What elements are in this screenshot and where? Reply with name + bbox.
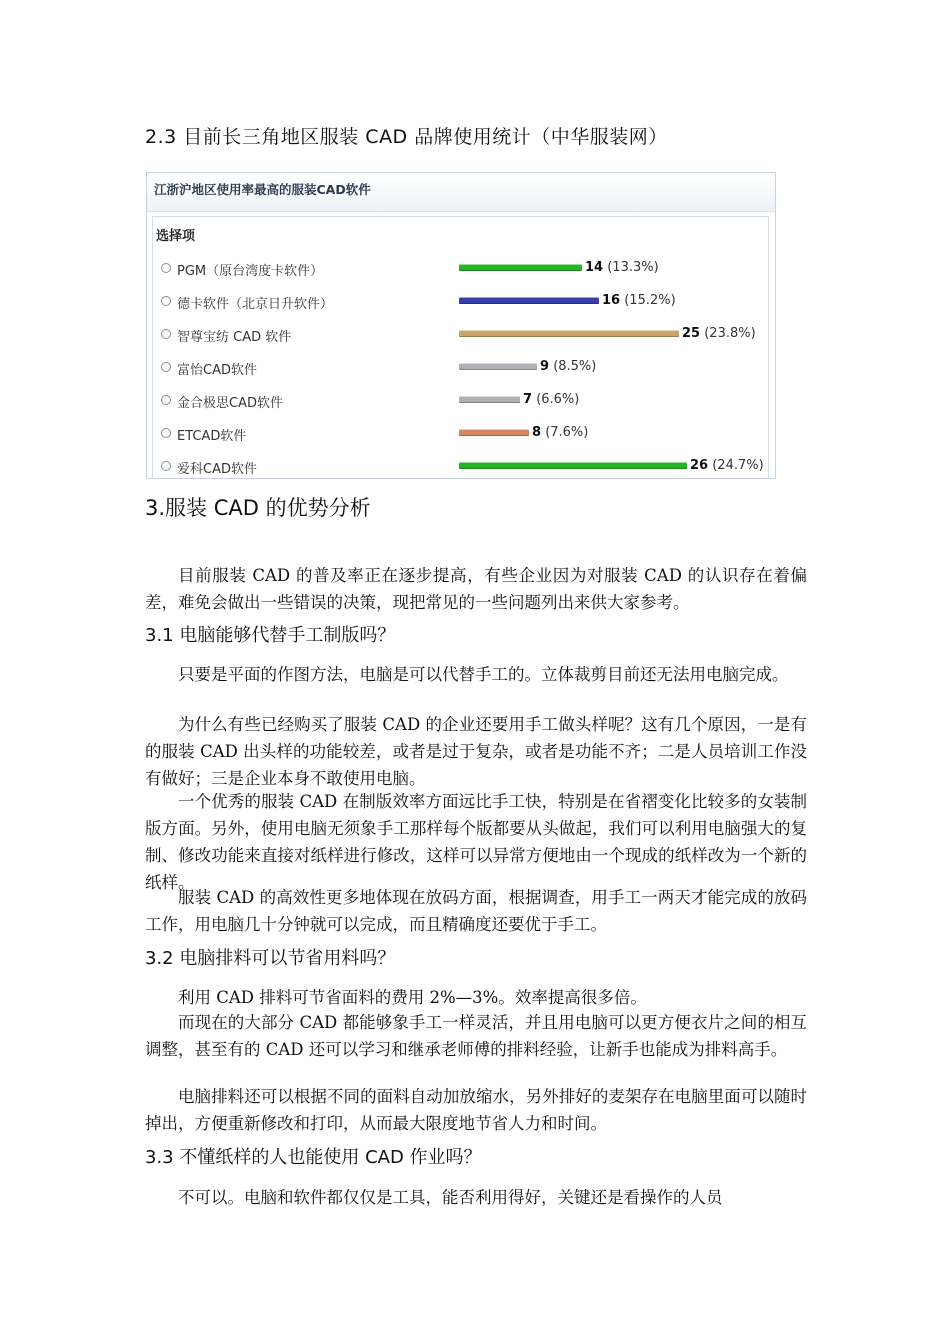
poll-result: [532, 425, 588, 440]
vote-percent: (6.6%): [536, 392, 580, 407]
poll-option-label: 金合极思CAD软件: [177, 396, 283, 411]
poll-option[interactable]: [153, 292, 768, 312]
radio-button[interactable]: [161, 329, 171, 339]
poll-bar: [459, 297, 599, 304]
section-3-intro: 目前服装 CAD 的普及率正在逐步提高，有些企业因为对服装 CAD 的认识存在着偏差，难免会做出一些错误的决策，现把常见的一些问题列出来供大家参考。: [145, 566, 807, 612]
poll-title: 江浙沪地区使用率最高的服装CAD软件: [147, 173, 775, 212]
section-3-2-heading: 3.2 电脑排料可以节省用料吗？: [145, 948, 396, 969]
paragraph: 为什么有些已经购买了服装 CAD 的企业还要用手工做头样呢？这有几个原因，一是有的服装 CAD 出头样的功能较差，或者是过于复杂，或者是功能不齐；二是人员培训工作没有做好；三是企业本身不敢使用电脑。: [145, 715, 807, 788]
vote-count: 14: [585, 260, 604, 275]
radio-button[interactable]: [161, 428, 171, 438]
poll-header: 选择项: [156, 229, 196, 244]
paragraph: 一个优秀的服装 CAD 在制版效率方面远比手工快，特别是在省褶变化比较多的女装制版方面。另外，使用电脑无须象手工那样每个版都要从头做起，我们可以利用电脑强大的复制、修改功能来直接对纸样进行修改，这样可以异常方便地由一个现成的纸样改为一个新的纸样。: [145, 792, 807, 892]
section-2-3-heading: 2.3 目前长三角地区服装 CAD 品牌使用统计（中华服装网）: [145, 126, 668, 148]
paragraph: 服装 CAD 的高效性更多地体现在放码方面，根据调查，用手工一两天才能完成的放码工作，用电脑几十分钟就可以完成，而且精确度还要优于手工。: [145, 888, 807, 934]
paragraph: 而现在的大部分 CAD 都能够象手工一样灵活，并且用电脑可以更方便衣片之间的相互调整，甚至有的 CAD 还可以学习和继承老师傅的排料经验，让新手也能成为排料高手。: [145, 1013, 807, 1059]
vote-percent: (7.6%): [545, 425, 589, 440]
poll-option[interactable]: [153, 391, 768, 411]
vote-count: 26: [690, 458, 709, 473]
poll-option[interactable]: [153, 424, 768, 444]
poll-option-label: 富怡CAD软件: [177, 363, 257, 378]
poll-result: [602, 293, 676, 308]
vote-percent: (8.5%): [553, 359, 597, 374]
poll-option-label: 德卡软件（北京日升软件）: [177, 297, 334, 312]
poll-option-label: 智尊宝纺 CAD 软件: [177, 330, 292, 345]
poll-result: [690, 458, 764, 473]
poll-bar: [459, 363, 537, 370]
radio-button[interactable]: [161, 296, 171, 306]
paragraph: 只要是平面的作图方法，电脑是可以代替手工的。立体裁剪目前还无法用电脑完成。: [178, 665, 789, 684]
paragraph: 电脑排料还可以根据不同的面料自动加放缩水，另外排好的麦架存在电脑里面可以随时掉出，方便重新修改和打印，从而最大限度地节省人力和时间。: [145, 1087, 807, 1133]
poll-option-label: ETCAD软件: [177, 429, 247, 444]
poll-body: [152, 216, 769, 478]
radio-button[interactable]: [161, 461, 171, 471]
radio-button[interactable]: [161, 395, 171, 405]
section-3-1-heading: 3.1 电脑能够代替手工制版吗？: [145, 625, 396, 646]
vote-count: 8: [532, 425, 542, 440]
section-3-heading: 3.服装 CAD 的优势分析: [145, 496, 371, 520]
radio-button[interactable]: [161, 263, 171, 273]
poll-result: [540, 359, 596, 374]
paragraph: 利用 CAD 排料可节省面料的费用 2%—3%。效率提高很多倍。: [178, 988, 647, 1007]
paragraph: 不可以。电脑和软件都仅仅是工具，能否利用得好，关键还是看操作的人员: [178, 1188, 723, 1207]
poll-bar: [459, 330, 679, 337]
vote-count: 25: [682, 326, 701, 341]
poll-result: [585, 260, 659, 275]
vote-percent: (24.7%): [712, 458, 764, 473]
vote-count: 16: [602, 293, 621, 308]
poll-option[interactable]: [153, 259, 768, 279]
poll-option[interactable]: [153, 325, 768, 345]
radio-button[interactable]: [161, 362, 171, 372]
vote-count: 9: [540, 359, 550, 374]
vote-percent: (13.3%): [607, 260, 659, 275]
poll-option[interactable]: [153, 457, 768, 477]
poll-bar: [459, 429, 529, 436]
poll-bar: [459, 264, 582, 271]
poll-option-label: PGM（原台湾度卡软件）: [177, 264, 324, 279]
poll-option[interactable]: [153, 358, 768, 378]
poll-option-label: 爱科CAD软件: [177, 462, 257, 477]
section-3-3-heading: 3.3 不懂纸样的人也能使用 CAD 作业吗？: [145, 1147, 482, 1168]
poll-result: [523, 392, 579, 407]
poll-bar: [459, 396, 520, 403]
poll-widget: [146, 172, 776, 479]
vote-count: 7: [523, 392, 533, 407]
vote-percent: (15.2%): [624, 293, 676, 308]
vote-percent: (23.8%): [704, 326, 756, 341]
poll-bar: [459, 462, 687, 469]
poll-result: [682, 326, 756, 341]
